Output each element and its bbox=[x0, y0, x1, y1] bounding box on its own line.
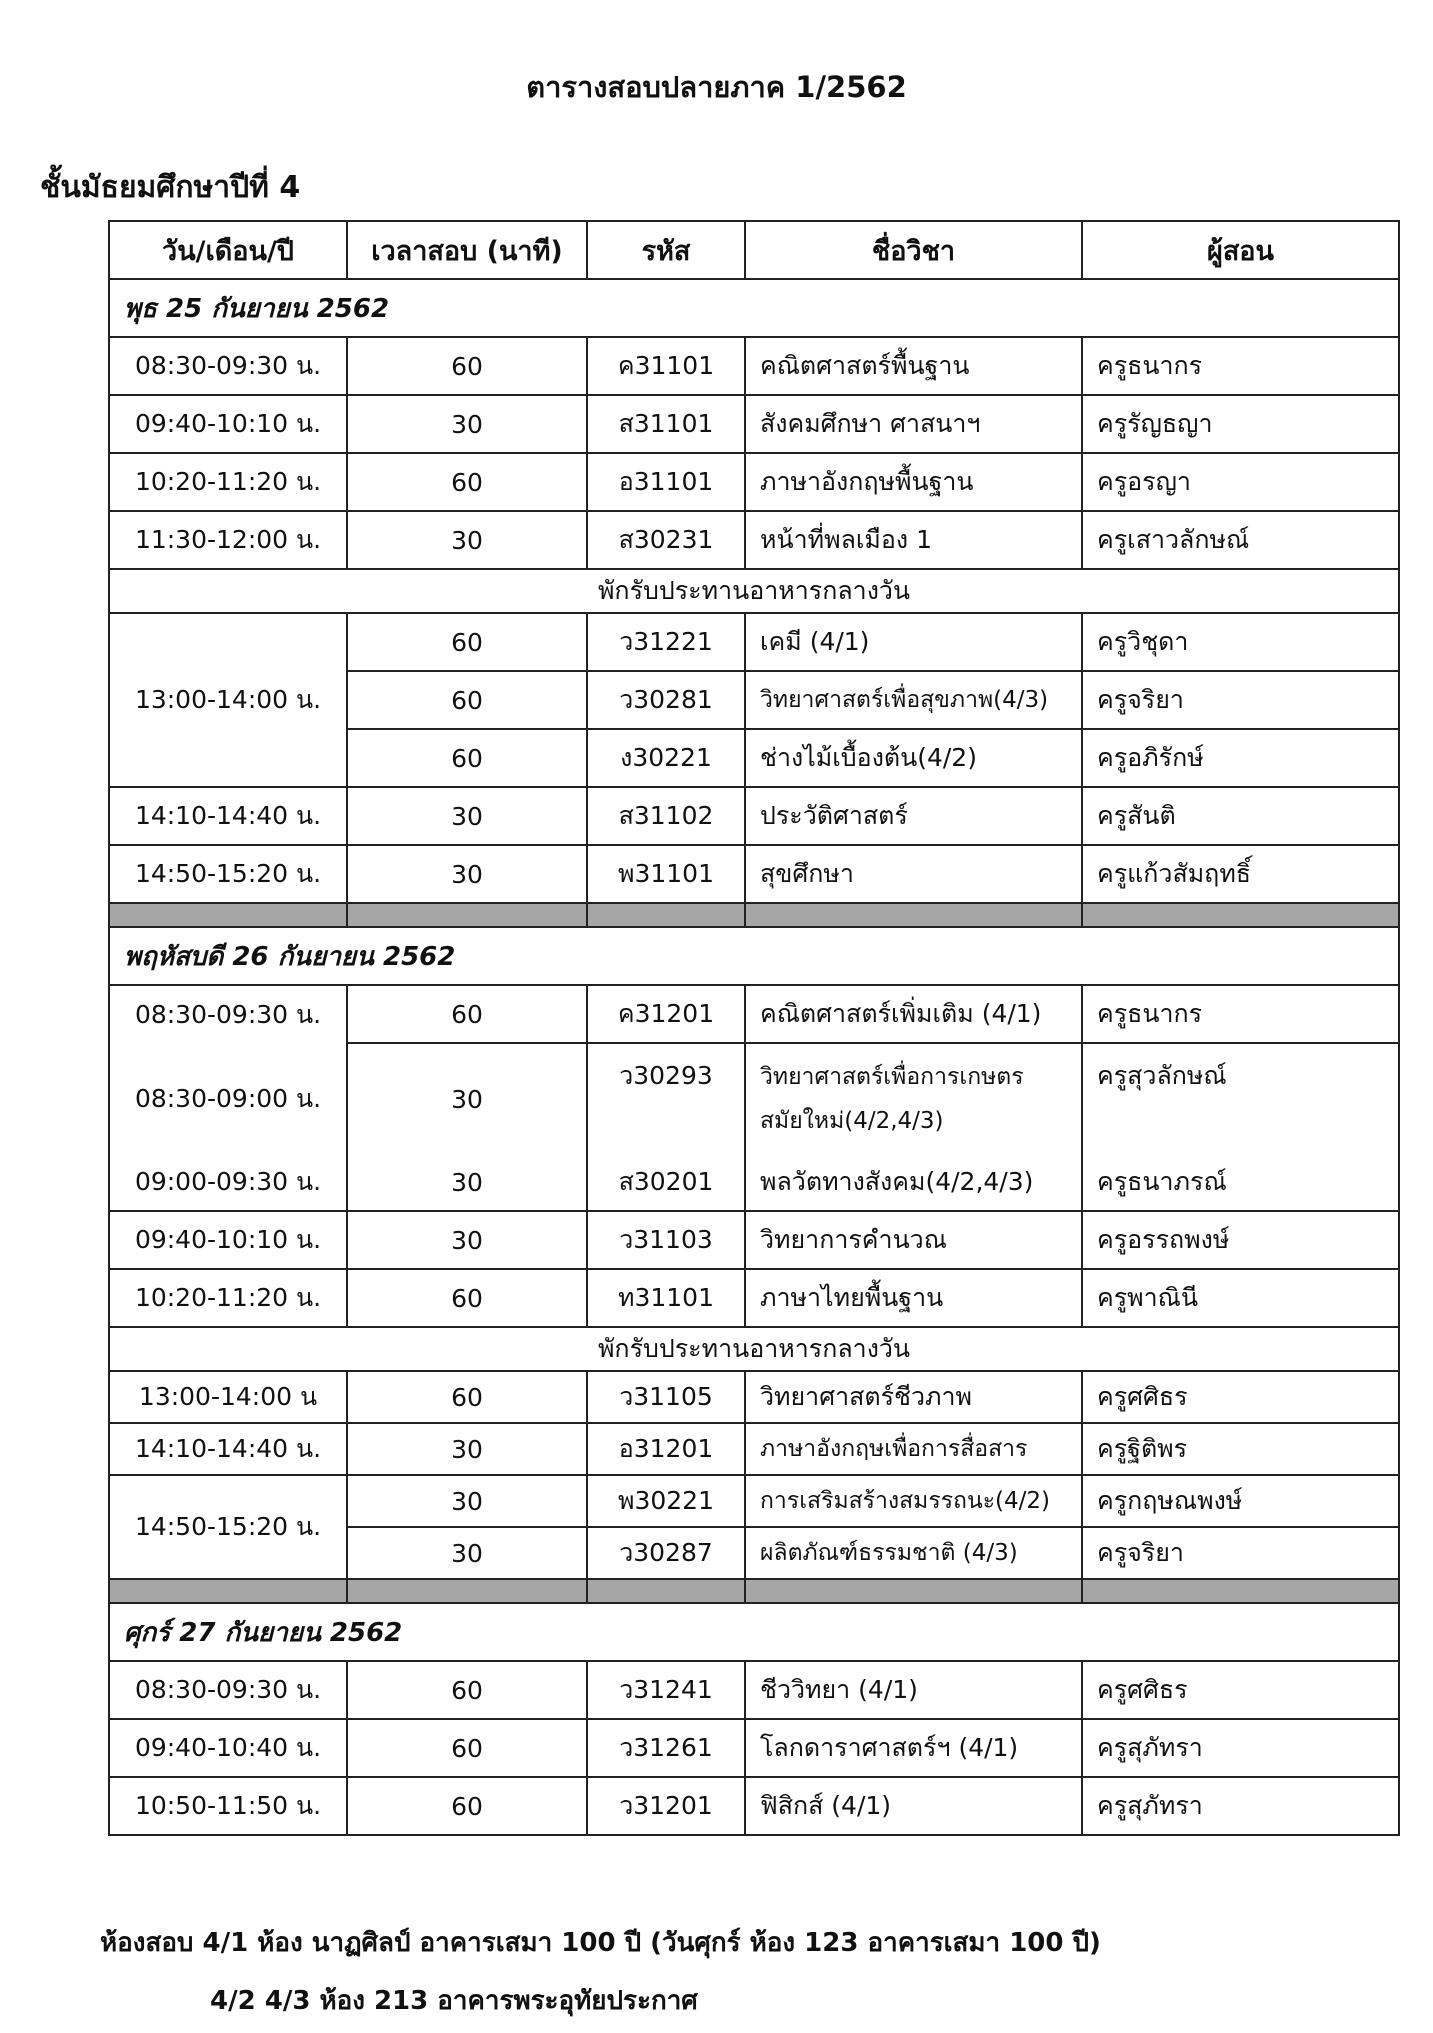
exam-minutes: 30 bbox=[347, 1211, 587, 1269]
exam-schedule-table bbox=[108, 220, 1400, 1836]
exam-time: 08:30-09:30 น. bbox=[109, 985, 347, 1043]
subject-code: ว31201 bbox=[587, 1777, 745, 1835]
subject-name: วิทยาศาสตร์เพื่อสุขภาพ(4/3) bbox=[745, 671, 1082, 729]
subject-code: ว31221 bbox=[587, 613, 745, 671]
subject-name: ภาษาอังกฤษเพื่อการสื่อสาร bbox=[745, 1423, 1082, 1475]
separator-cell bbox=[347, 903, 587, 927]
exam-time: 09:40-10:10 น. bbox=[109, 1211, 347, 1269]
subject-code: ค31101 bbox=[587, 337, 745, 395]
table-row bbox=[109, 453, 1399, 511]
subject-code: ว31241 bbox=[587, 1661, 745, 1719]
header-subject: ชื่อวิชา bbox=[745, 221, 1082, 279]
exam-minutes: 60 bbox=[347, 453, 587, 511]
subject-code: ท31101 bbox=[587, 1269, 745, 1327]
separator-cell bbox=[587, 903, 745, 927]
exam-minutes: 60 bbox=[347, 1269, 587, 1327]
teacher-name: ครูจริยา bbox=[1082, 1527, 1399, 1579]
table-row bbox=[109, 613, 1399, 671]
teacher-name: ครูอรญา bbox=[1082, 453, 1399, 511]
exam-time: 14:10-14:40 น. bbox=[109, 1423, 347, 1475]
day-label: ศุกร์ 27 กันยายน 2562 bbox=[109, 1603, 1399, 1661]
exam-minutes: 60 bbox=[347, 1719, 587, 1777]
subject-code: ส31101 bbox=[587, 395, 745, 453]
subject-name: ภาษาอังกฤษพื้นฐาน bbox=[745, 453, 1082, 511]
exam-time: 10:20-11:20 น. bbox=[109, 1269, 347, 1327]
teacher-name: ครูแก้วสัมฤทธิ์ bbox=[1082, 845, 1399, 903]
subject-name: พลวัตทางสังคม(4/2,4/3) bbox=[745, 1154, 1082, 1211]
subject-code: อ31101 bbox=[587, 453, 745, 511]
teacher-name: ครูธนาภรณ์ bbox=[1082, 1154, 1399, 1211]
exam-minutes: 30 bbox=[347, 1154, 587, 1211]
teacher-name: ครูธนากร bbox=[1082, 337, 1399, 395]
exam-time: 09:40-10:40 น. bbox=[109, 1719, 347, 1777]
subject-code: ส30201 bbox=[587, 1154, 745, 1211]
header-teacher: ผู้สอน bbox=[1082, 221, 1399, 279]
subject-name: ช่างไม้เบื้องต้น(4/2) bbox=[745, 729, 1082, 787]
lunch-break-row bbox=[109, 1327, 1399, 1371]
exam-time: 14:50-15:20 น. bbox=[109, 1475, 347, 1579]
subject-name-line: วิทยาศาสตร์เพื่อการเกษตร bbox=[760, 1064, 1024, 1090]
subject-code: พ31101 bbox=[587, 845, 745, 903]
separator-cell bbox=[109, 1579, 347, 1603]
exam-minutes: 30 bbox=[347, 787, 587, 845]
table-row bbox=[109, 1777, 1399, 1835]
lunch-break-label: พักรับประทานอาหารกลางวัน bbox=[109, 569, 1399, 613]
subject-code: ค31201 bbox=[587, 985, 745, 1043]
exam-minutes: 30 bbox=[347, 845, 587, 903]
subject-code: ว31103 bbox=[587, 1211, 745, 1269]
teacher-name: ครูสันติ bbox=[1082, 787, 1399, 845]
teacher-name: ครูรัญธญา bbox=[1082, 395, 1399, 453]
teacher-name: ครูจริยา bbox=[1082, 671, 1399, 729]
table-row bbox=[109, 787, 1399, 845]
day-separator bbox=[109, 903, 1399, 927]
table-row bbox=[109, 1043, 1399, 1154]
page-title: ตารางสอบปลายภาค 1/2562 bbox=[526, 70, 907, 104]
exam-minutes: 60 bbox=[347, 985, 587, 1043]
header-code: รหัส bbox=[587, 221, 745, 279]
teacher-name: ครูสุวลักษณ์ bbox=[1082, 1043, 1399, 1154]
subject-name: สังคมศึกษา ศาสนาฯ bbox=[745, 395, 1082, 453]
separator-cell bbox=[745, 1579, 1082, 1603]
day-row bbox=[109, 927, 1399, 985]
day-separator bbox=[109, 1579, 1399, 1603]
exam-time: 11:30-12:00 น. bbox=[109, 511, 347, 569]
teacher-name: ครูอรรถพงษ์ bbox=[1082, 1211, 1399, 1269]
exam-minutes: 60 bbox=[347, 1777, 587, 1835]
subject-name: ฟิสิกส์ (4/1) bbox=[745, 1777, 1082, 1835]
subject-name: วิทยาการคำนวณ bbox=[745, 1211, 1082, 1269]
exam-minutes: 30 bbox=[347, 511, 587, 569]
class-heading: ชั้นมัธยมศึกษาปีที่ 4 bbox=[40, 170, 301, 205]
subject-code: ว31261 bbox=[587, 1719, 745, 1777]
table-row bbox=[109, 337, 1399, 395]
subject-code: ว31105 bbox=[587, 1371, 745, 1423]
header-duration: เวลาสอบ (นาที) bbox=[347, 221, 587, 279]
subject-name-line: สมัยใหม่(4/2,4/3) bbox=[760, 1108, 944, 1134]
table-row bbox=[109, 845, 1399, 903]
exam-minutes: 60 bbox=[347, 613, 587, 671]
subject-code: อ31201 bbox=[587, 1423, 745, 1475]
subject-name: ประวัติศาสตร์ bbox=[745, 787, 1082, 845]
lunch-break-row bbox=[109, 569, 1399, 613]
table-row bbox=[109, 395, 1399, 453]
exam-minutes: 60 bbox=[347, 729, 587, 787]
table-row bbox=[109, 1423, 1399, 1475]
day-row bbox=[109, 1603, 1399, 1661]
exam-minutes: 30 bbox=[347, 1527, 587, 1579]
exam-minutes: 60 bbox=[347, 337, 587, 395]
exam-time: 14:50-15:20 น. bbox=[109, 845, 347, 903]
teacher-name: ครูสุภัทรา bbox=[1082, 1719, 1399, 1777]
subject-code: ว30293 bbox=[587, 1043, 745, 1154]
teacher-name: ครูกฤษณพงษ์ bbox=[1082, 1475, 1399, 1527]
exam-time: 08:30-09:30 น. bbox=[109, 1661, 347, 1719]
table-row bbox=[109, 1154, 1399, 1211]
subject-name: สุขศึกษา bbox=[745, 845, 1082, 903]
exam-time: 13:00-14:00 น. bbox=[109, 613, 347, 787]
teacher-name: ครูเสาวลักษณ์ bbox=[1082, 511, 1399, 569]
subject-name: ชีววิทยา (4/1) bbox=[745, 1661, 1082, 1719]
day-label: พฤหัสบดี 26 กันยายน 2562 bbox=[109, 927, 1399, 985]
teacher-name: ครูสุภัทรา bbox=[1082, 1777, 1399, 1835]
teacher-name: ครูศศิธร bbox=[1082, 1661, 1399, 1719]
subject-code: ว30287 bbox=[587, 1527, 745, 1579]
teacher-name: ครูศศิธร bbox=[1082, 1371, 1399, 1423]
subject-name bbox=[745, 1043, 1082, 1154]
exam-minutes: 60 bbox=[347, 1371, 587, 1423]
separator-cell bbox=[109, 903, 347, 927]
exam-time: 09:40-10:10 น. bbox=[109, 395, 347, 453]
lunch-break-label: พักรับประทานอาหารกลางวัน bbox=[109, 1327, 1399, 1371]
exam-minutes: 60 bbox=[347, 671, 587, 729]
teacher-name: ครูวิชุดา bbox=[1082, 613, 1399, 671]
subject-name: ภาษาไทยพื้นฐาน bbox=[745, 1269, 1082, 1327]
separator-cell bbox=[745, 903, 1082, 927]
subject-code: ส30231 bbox=[587, 511, 745, 569]
teacher-name: ครูพาณินี bbox=[1082, 1269, 1399, 1327]
subject-code: พ30221 bbox=[587, 1475, 745, 1527]
exam-minutes: 30 bbox=[347, 1475, 587, 1527]
table-row bbox=[109, 985, 1399, 1043]
subject-name: วิทยาศาสตร์ชีวภาพ bbox=[745, 1371, 1082, 1423]
table-row bbox=[109, 511, 1399, 569]
exam-minutes: 30 bbox=[347, 1043, 587, 1154]
teacher-name: ครูฐิติพร bbox=[1082, 1423, 1399, 1475]
subject-code: ง30221 bbox=[587, 729, 745, 787]
table-row bbox=[109, 1661, 1399, 1719]
exam-time: 14:10-14:40 น. bbox=[109, 787, 347, 845]
table-row bbox=[109, 1475, 1399, 1527]
exam-room-note-1: ห้องสอบ 4/1 ห้อง นาฏศิลป์ อาคารเสมา 100 ปี (วันศุกร์ ห้อง 123 อาคารเสมา 100 ปี) bbox=[100, 1928, 1101, 1958]
separator-cell bbox=[1082, 903, 1399, 927]
exam-time: 09:00-09:30 น. bbox=[109, 1154, 347, 1211]
exam-time: 13:00-14:00 น bbox=[109, 1371, 347, 1423]
separator-cell bbox=[347, 1579, 587, 1603]
teacher-name: ครูธนากร bbox=[1082, 985, 1399, 1043]
separator-cell bbox=[1082, 1579, 1399, 1603]
table-row bbox=[109, 1371, 1399, 1423]
header-row bbox=[109, 221, 1399, 279]
exam-minutes: 60 bbox=[347, 1661, 587, 1719]
exam-time: 08:30-09:00 น. bbox=[109, 1043, 347, 1154]
separator-cell bbox=[587, 1579, 745, 1603]
subject-name: ผลิตภัณฑ์ธรรมชาติ (4/3) bbox=[745, 1527, 1082, 1579]
subject-name: คณิตศาสตร์พื้นฐาน bbox=[745, 337, 1082, 395]
subject-name: หน้าที่พลเมือง 1 bbox=[745, 511, 1082, 569]
exam-minutes: 30 bbox=[347, 395, 587, 453]
table-row bbox=[109, 1269, 1399, 1327]
exam-minutes: 30 bbox=[347, 1423, 587, 1475]
exam-time: 10:50-11:50 น. bbox=[109, 1777, 347, 1835]
table-row bbox=[109, 1719, 1399, 1777]
subject-name: การเสริมสร้างสมรรถนะ(4/2) bbox=[745, 1475, 1082, 1527]
day-row bbox=[109, 279, 1399, 337]
exam-time: 08:30-09:30 น. bbox=[109, 337, 347, 395]
subject-name: คณิตศาสตร์เพิ่มเติม (4/1) bbox=[745, 985, 1082, 1043]
subject-code: ส31102 bbox=[587, 787, 745, 845]
subject-code: ว30281 bbox=[587, 671, 745, 729]
exam-room-note-2: 4/2 4/3 ห้อง 213 อาคารพระอุทัยประกาศ bbox=[210, 1986, 698, 2016]
subject-name: เคมี (4/1) bbox=[745, 613, 1082, 671]
day-label: พุธ 25 กันยายน 2562 bbox=[109, 279, 1399, 337]
header-date: วัน/เดือน/ปี bbox=[109, 221, 347, 279]
teacher-name: ครูอภิรักษ์ bbox=[1082, 729, 1399, 787]
exam-time: 10:20-11:20 น. bbox=[109, 453, 347, 511]
subject-name: โลกดาราศาสตร์ฯ (4/1) bbox=[745, 1719, 1082, 1777]
table-row bbox=[109, 1211, 1399, 1269]
